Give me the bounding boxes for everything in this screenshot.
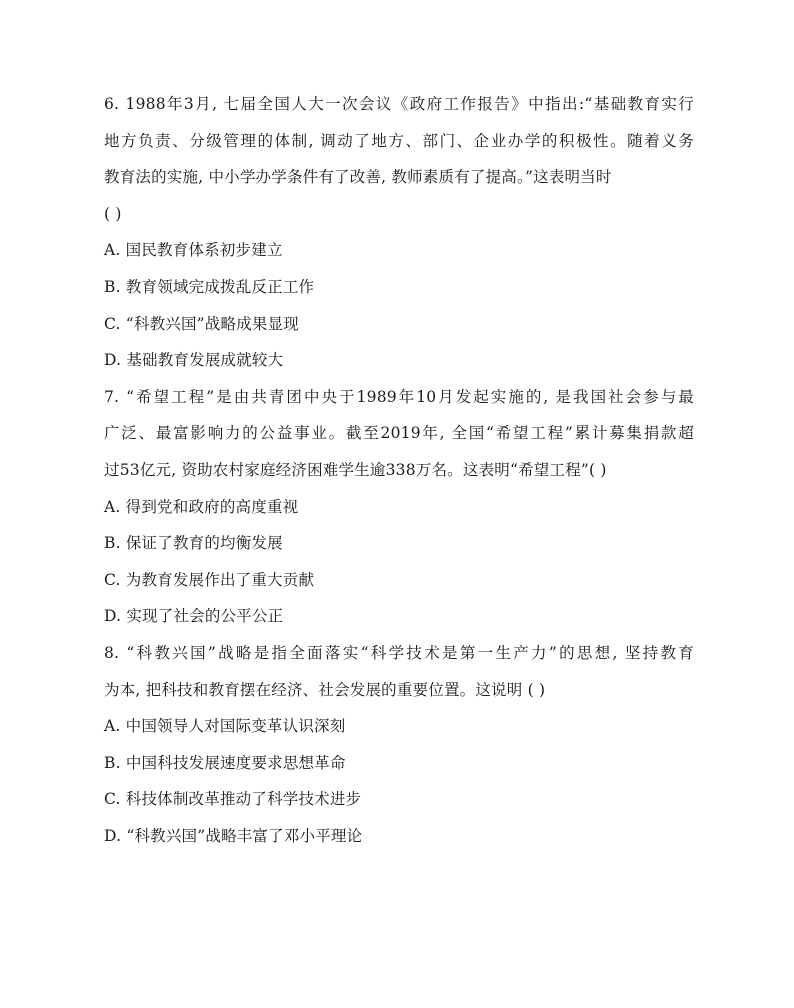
question-8 [104,635,694,855]
question-stem-line: 为本, 把科技和教育摆在经济、社会发展的重要位置。这说明 ( ) [104,680,546,699]
option-d: D. 实现了社会的公平公正 [104,607,284,626]
question-stem-line: 地方负责、分级管理的体制, 调动了地方、部门、企业办学的积极性。随着义务 [104,131,694,150]
question-stem-line: 6. 1988年3月, 七届全国人大一次会议《政府工作报告》中指出:“基础教育实行 [104,95,694,113]
option-c: C. 科技体制改革推动了科学技术进步 [104,790,362,809]
document-page [104,86,694,854]
option-b: B. 中国科技发展速度要求思想革命 [104,753,346,772]
question-stem-line: 8. “科教兴国”战略是指全面落实“科学技术是第一生产力”的思想, 坚持教育 [104,643,694,662]
question-7 [104,379,694,635]
question-stem-line: 教育法的实施, 中小学办学条件有了改善, 教师素质有了提高。”这表明当时 [104,168,612,187]
option-b: B. 教育领域完成拨乱反正工作 [104,277,315,296]
question-stem-line: 广泛、最富影响力的公益事业。截至2019年, 全国“希望工程”累计募集捐款超 [104,424,694,443]
option-a: A. 中国领导人对国际变革认识深刻 [104,717,346,736]
option-d: D. “科教兴国”战略丰富了邓小平理论 [104,826,363,845]
question-stem-line: 过53亿元, 资助农村家庭经济困难学生逾338万名。这表明“希望工程”( ) [104,460,607,479]
option-a: A. 国民教育体系初步建立 [104,241,283,260]
answer-blank: ( ) [104,204,122,223]
option-c: C. “科教兴国”战略成果显现 [104,314,300,333]
option-c: C. 为教育发展作出了重大贡献 [104,570,315,589]
question-6 [104,86,694,379]
option-d: D. 基础教育发展成就较大 [104,351,284,370]
question-stem-line: 7. “希望工程”是由共青团中央于1989年10月发起实施的, 是我国社会参与最 [104,387,694,406]
option-b: B. 保证了教育的均衡发展 [104,534,283,553]
option-a: A. 得到党和政府的高度重视 [104,497,299,516]
